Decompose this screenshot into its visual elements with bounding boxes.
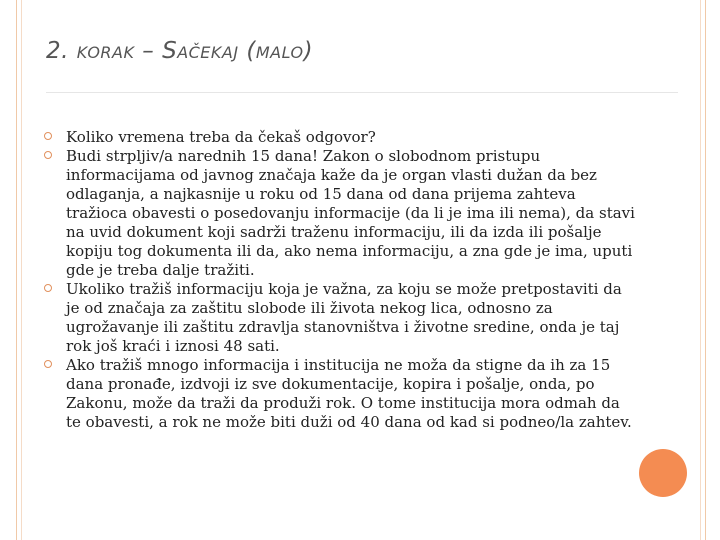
- ring-bullet-icon: [44, 151, 52, 159]
- title-divider: [46, 92, 678, 93]
- bullet-text: Ako tražiš mnogo informacija i institucija ne moža da stigne da ih za 15 dana pronađe, izdvoji iz sve dokumentacije, kopira i pošalje, onda, po Zakonu, može da traži da produži rok. O tome institucija mora odmah da te obavesti, a rok ne može biti duži od 40 dana od kad si podneo/la zahtev.: [66, 356, 632, 431]
- list-item: [44, 147, 636, 280]
- bullet-text: Koliko vremena treba da čekaš odgovor?: [66, 128, 376, 146]
- list-item: [44, 280, 636, 356]
- bullet-text: Budi strpljiv/a narednih 15 dana! Zakon o slobodnom pristupu informacijama od javnog značaja kaže da je organ vlasti dužan da bez odlaganja, a najkasnije u roku od 15 dana od dana prijema zahteva tražioca obavesti o posedovanju informacije (da li je ima ili nema), da stavi na uvid dokument koji sadrži traženu informaciju, ili da izda ili pošalje kopiju tog dokumenta ili da, ako nema informaciju, a zna gde je ima, uputi gde je treba dalje tražiti.: [66, 147, 635, 279]
- slide-title: 2. korak – Sačekaj (malo): [46, 38, 314, 64]
- list-item: [44, 356, 636, 432]
- ring-bullet-icon: [44, 360, 52, 368]
- bullet-list: [44, 128, 636, 432]
- ring-bullet-icon: [44, 284, 52, 292]
- ring-bullet-icon: [44, 132, 52, 140]
- list-item: [44, 128, 636, 147]
- bullet-text: Ukoliko tražiš informaciju koja je važna, za koju se može pretpostaviti da je od značaja za zaštitu slobode ili života nekog lica, odnosno za ugrožavanje ili zaštitu zdravlja stanovništva i životne sredine, onda je taj rok još kraći i iznosi 48 sati.: [66, 280, 622, 355]
- orange-circle-icon: [639, 449, 687, 497]
